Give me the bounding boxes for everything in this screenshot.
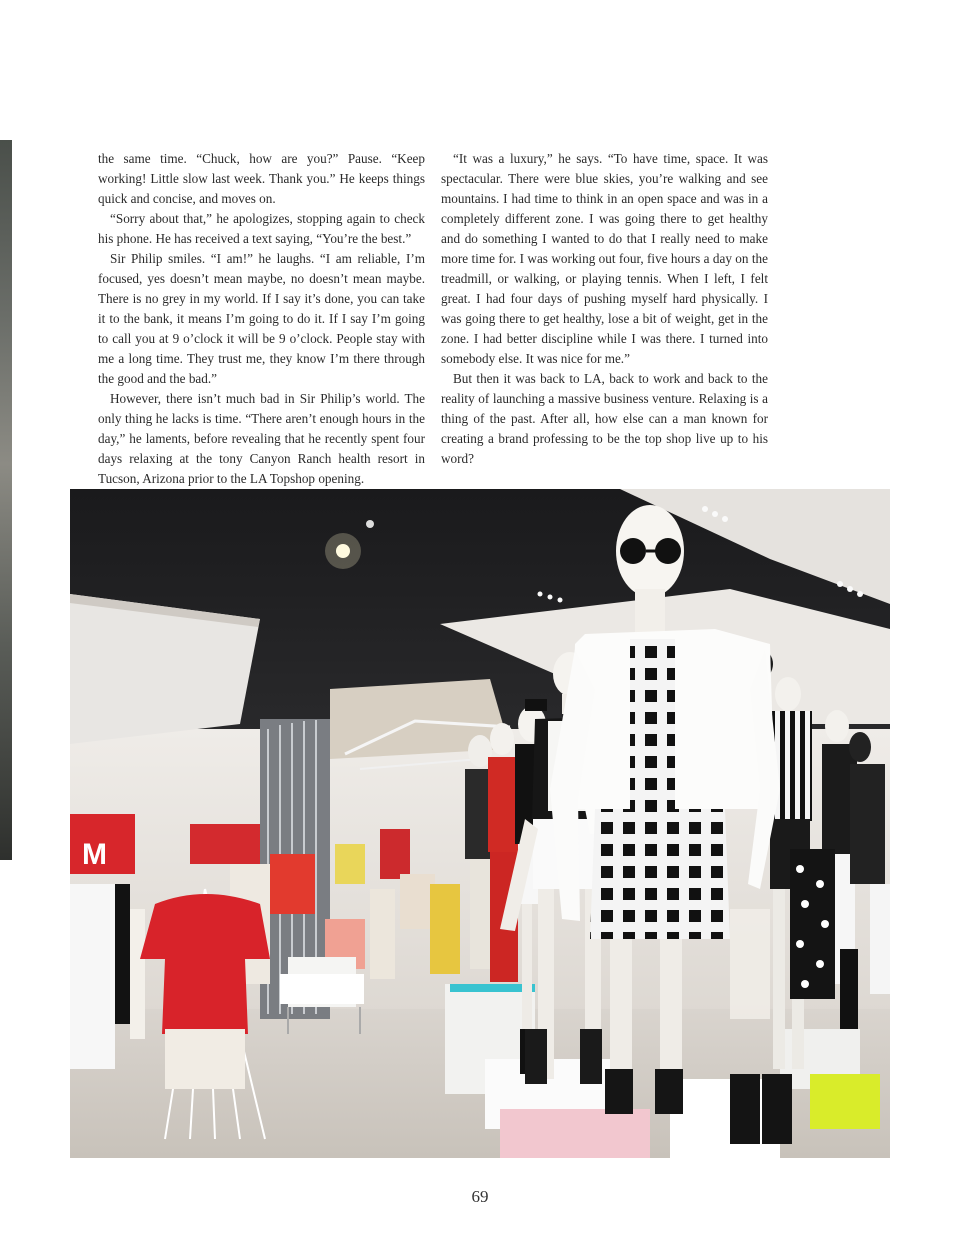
paragraph: But then it was back to LA, back to work and back to the reality of launching a massive business venture. Relaxing is a thing of the past. After all, how else can a man known for creating a brand professing to be the top shop live up to his word? (441, 371, 768, 466)
page-number: 69 (471, 1187, 489, 1206)
article-column-right (441, 149, 768, 469)
paragraph: “It was a luxury,” he says. “To have time, space. It was spectacular. There were blue skies, you’re walking and see mountains. I had time to think in an open space and was in a completely different zone. I was going there to get healthy and do something I wanted to do that I really need to make more time for. I was working out four, five hours a day on the treadmill, or walking, or playing tennis. When I left, I felt great. I had four days of pushing myself hard physically. I was going there to get healthy, lose a bit of weight, get in the zone. I had better discipline while I was there. I turned into somebody else. It was nice for me.” (441, 151, 768, 366)
article-column-left (98, 149, 425, 489)
store-interior-photo (70, 489, 890, 1158)
paragraph: Sir Philip smiles. “I am!” he laughs. “I am reliable, I’m focused, yes doesn’t mean maybe, no doesn’t mean maybe. There is no grey in my world. If I say it’s done, you can take it to the bank, it means I’m going to do it. If I say I’m going to call you at 9 o’clock it will be 9 o’clock. People stay with me a long time. They trust me, they know I’m there through the good and the bad.” (98, 251, 425, 386)
paragraph: the same time. “Chuck, how are you?” Pause. “Keep working! Little slow last week. Thank you.” He keeps things quick and concise, and moves on. (98, 151, 425, 206)
paragraph: “Sorry about that,” he apologizes, stopping again to check his phone. He has received a text saying, “You’re the best.” (98, 211, 425, 246)
facing-page-photo-edge (0, 140, 12, 860)
store-sign-letter: M (82, 838, 107, 871)
paragraph: However, there isn’t much bad in Sir Philip’s world. The only thing he lacks is time. “There aren’t enough hours in the day,” he laments, before revealing that he recently spent four days relaxing at the tony Canyon Ranch health resort in Tucson, Arizona prior to the LA Topshop opening. (98, 391, 425, 486)
